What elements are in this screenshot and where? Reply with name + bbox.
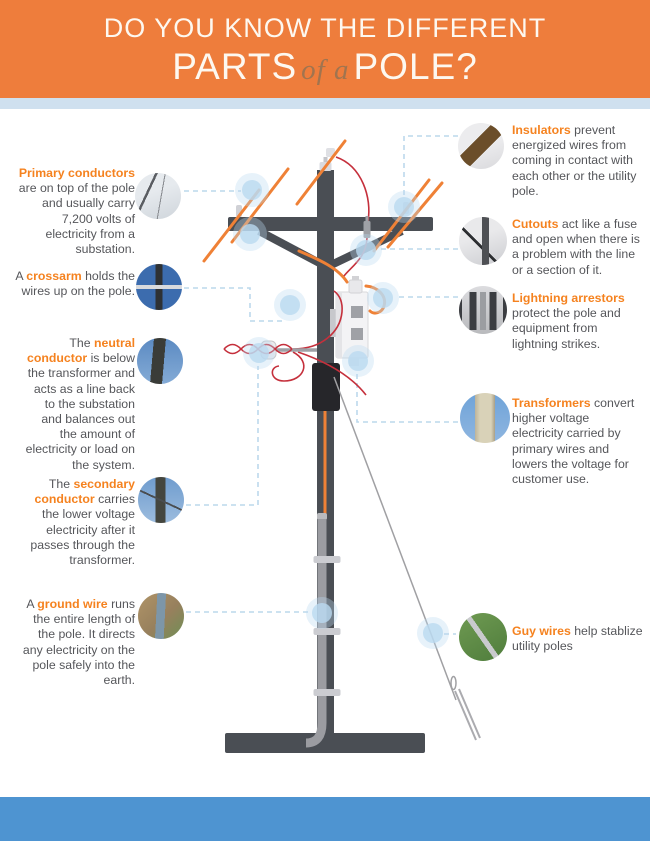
label-transformers	[512, 396, 642, 487]
connector-crossarm	[184, 288, 283, 321]
cutout-pin	[366, 216, 369, 221]
crossarm-photo	[136, 264, 182, 310]
primary-conductors-photo	[135, 173, 181, 219]
transformer-cap	[349, 280, 362, 293]
turnbuckle	[451, 677, 456, 690]
transformer-vent	[351, 306, 363, 318]
label-text: is below the transformer and acts as a line back to the substation and balances out the amount of electricity or load on the system.	[25, 351, 135, 472]
label-keyword: Guy wires	[512, 624, 571, 638]
label-text: prevent energized wires from coming in contact with each other or the utility pole.	[512, 123, 637, 198]
highlight-marker	[388, 191, 420, 223]
label-keyword: Lightning arrestors	[512, 291, 625, 305]
label-prefix: A	[26, 597, 38, 611]
crossarm-brace-left	[259, 231, 325, 266]
ground-wire-photo	[138, 593, 184, 639]
highlight-markers	[233, 173, 449, 649]
label-prefix: The	[48, 477, 74, 491]
label-prefix: The	[69, 336, 94, 350]
label-text: are on top of the pole and usually carry 7,200 volts of electricity from a substation.	[18, 181, 135, 257]
label-primary-conductors	[13, 166, 135, 257]
title-pole: POLE?	[353, 46, 478, 87]
connector-secondary	[186, 366, 258, 505]
anchor-rod	[455, 691, 476, 740]
title-parts: PARTS	[172, 46, 298, 87]
transformer-vent	[351, 328, 363, 340]
label-text: runs the entire length of the pole. It directs any electricity on the pole safely into the earth.	[22, 597, 135, 688]
ground-base-bar	[225, 733, 425, 753]
label-secondary-conductor	[23, 477, 135, 568]
label-cutouts	[512, 217, 644, 278]
anchor-rod	[459, 689, 480, 738]
label-keyword: neutral conductor	[27, 336, 135, 366]
conduit-strap	[314, 689, 341, 696]
cutouts-photo	[459, 217, 507, 265]
highlight-marker	[350, 234, 382, 266]
highlight-marker	[417, 617, 449, 649]
label-keyword: secondary conductor	[34, 477, 135, 507]
label-keyword: crossarm	[26, 269, 82, 283]
highlight-marker	[306, 597, 338, 629]
title-line-1: DO YOU KNOW THE DIFFERENT	[103, 13, 547, 43]
label-insulators	[512, 123, 639, 199]
conduit-cap	[317, 513, 327, 520]
highlight-marker	[367, 282, 399, 314]
cutout-lead-wire	[336, 157, 369, 221]
label-keyword: Cutouts	[512, 217, 559, 231]
label-guy-wires	[512, 624, 644, 654]
service-wire-loop	[272, 352, 303, 381]
conduit-strap	[314, 628, 341, 635]
label-text: act like a fuse and open when there is a problem with the line or a section of it.	[512, 217, 640, 277]
label-crossarm	[8, 269, 135, 299]
insulators-photo	[458, 123, 504, 169]
highlight-marker	[235, 173, 269, 207]
lightning-arrestors-photo	[459, 286, 507, 334]
label-keyword: ground wire	[37, 597, 108, 611]
label-text: protect the pole and equipment from lightning strikes.	[512, 306, 621, 351]
highlight-marker	[274, 289, 306, 321]
guy-wire-assembly	[334, 377, 480, 740]
label-text: help stablize utility poles	[512, 624, 643, 654]
pole-black-section	[312, 363, 340, 411]
label-prefix: A	[15, 269, 27, 283]
highlight-marker	[233, 217, 267, 251]
connector-insulators	[404, 136, 458, 196]
label-neutral-conductor	[25, 336, 135, 473]
label-text: carries the lower voltage electricity after it passes through the transformer.	[30, 492, 135, 568]
title-of-a: of a	[301, 54, 350, 86]
highlight-marker	[342, 345, 374, 377]
label-text: convert higher voltage electricity carried by primary wires and lowers the voltage for customer use.	[512, 396, 635, 487]
label-keyword: Transformers	[512, 396, 591, 410]
highlight-marker	[243, 337, 275, 369]
neutral-conductor-photo	[137, 338, 183, 384]
label-keyword: Primary conductors	[18, 166, 135, 180]
transformers-photo	[460, 393, 510, 443]
conduit-strap	[314, 556, 341, 563]
label-ground-wire	[18, 597, 135, 688]
connector-transformers	[357, 373, 458, 422]
label-text: holds the wires up on the pole.	[21, 269, 135, 299]
label-keyword: Insulators	[512, 123, 571, 137]
guy-wire	[334, 377, 456, 700]
guy-wires-photo	[459, 613, 507, 661]
label-lightning-arrestors	[512, 291, 644, 352]
secondary-conductor-photo	[138, 477, 184, 523]
